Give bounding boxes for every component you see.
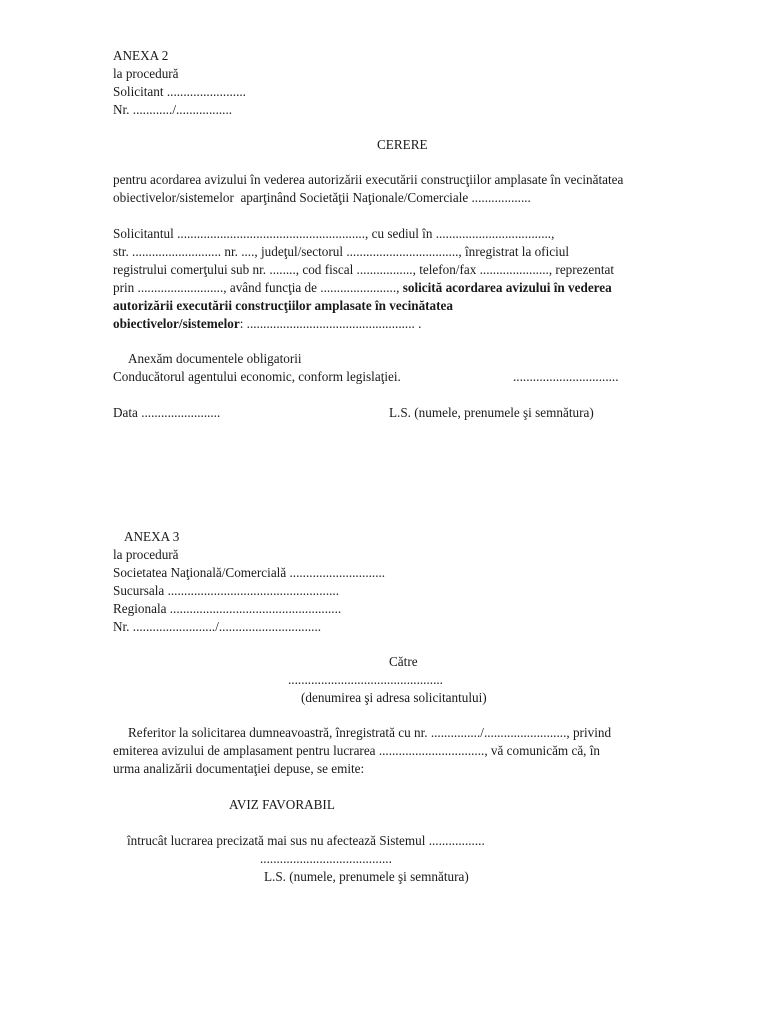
annexes-line: Anexăm documentele obligatorii <box>128 351 302 366</box>
annex3-branch: Sucursala .................................................... <box>113 583 340 598</box>
recipient-dots: ............................................... <box>288 672 443 687</box>
date-field: Data ........................ <box>113 405 221 420</box>
recipient-heading: Către <box>389 654 418 669</box>
request-body-line-6-text: : ................................................... . <box>239 316 422 331</box>
recipient-description: (denumirea şi adresa solicitantului) <box>301 690 487 705</box>
annex3-procedure: la procedură <box>113 547 179 562</box>
request-body-line-1: Solicitantul ........................................................., cu sediul în ..................................., <box>113 226 555 241</box>
annex2-stamp-signature: L.S. (numele, prenumele şi semnătura) <box>389 405 594 420</box>
request-body-line-6-bold: obiectivelor/sistemelor <box>113 316 240 331</box>
request-body-line-4-text: prin .........................., având funcţia de ......................., <box>113 280 403 295</box>
annex2-number: Nr. ............/................. <box>113 102 233 117</box>
annex3-company: Societatea Naţională/Comercială ............................. <box>113 565 386 580</box>
annex3-label: ANEXA 3 <box>124 529 180 544</box>
decision-title: AVIZ FAVORABIL <box>229 797 335 812</box>
purpose-line-2: obiectivelor/sistemelor aparţinând Societăţii Naţionale/Comerciale .................. <box>113 190 531 205</box>
annex3-stamp-signature: L.S. (numele, prenumele şi semnătura) <box>264 869 469 884</box>
request-body-line-2: str. ........................... nr. ...., judeţul/sectorul .................................., înregistrat la oficiul <box>113 244 570 259</box>
annex2-label: ANEXA 2 <box>113 48 169 63</box>
purpose-line-1: pentru acordarea avizului în vederea autorizării executării construcţiilor amplasate în vecinătatea <box>113 172 624 187</box>
request-body-line-4 <box>113 280 612 296</box>
signatory-dots: ................................ <box>513 369 619 384</box>
annex2-procedure: la procedură <box>113 66 179 81</box>
response-body-line-3: urma analizării documentaţiei depuse, se emite: <box>113 761 365 776</box>
request-body-line-5: autorizării executării construcţiilor amplasate în vecinătatea <box>113 298 453 313</box>
annex3-signature-dots: ........................................ <box>260 851 392 866</box>
response-body-line-1: Referitor la solicitarea dumneavoastră, înregistrată cu nr. .............../........................., privind <box>128 725 612 740</box>
request-body-line-4-bold: solicită acordarea avizului în vederea <box>402 280 612 295</box>
annex3-regional: Regionala .................................................... <box>113 601 342 616</box>
annex2-applicant: Solicitant ........................ <box>113 84 246 99</box>
decision-reason: întrucât lucrarea precizată mai sus nu afectează Sistemul ................. <box>127 833 485 848</box>
request-body-line-3: registrului comerţului sub nr. ........, cod fiscal ................., telefon/fax ....................., reprezentat <box>113 262 615 277</box>
annex3-number: Nr. ........................./............................... <box>113 619 322 634</box>
response-body-line-2: emiterea avizului de amplasament pentru lucrarea ................................, vă comunicăm că, în <box>113 743 601 758</box>
request-title: CERERE <box>377 137 428 152</box>
signatory-line: Conducătorul agentului economic, conform legislaţiei. <box>113 369 401 384</box>
request-body-line-6 <box>113 316 421 332</box>
